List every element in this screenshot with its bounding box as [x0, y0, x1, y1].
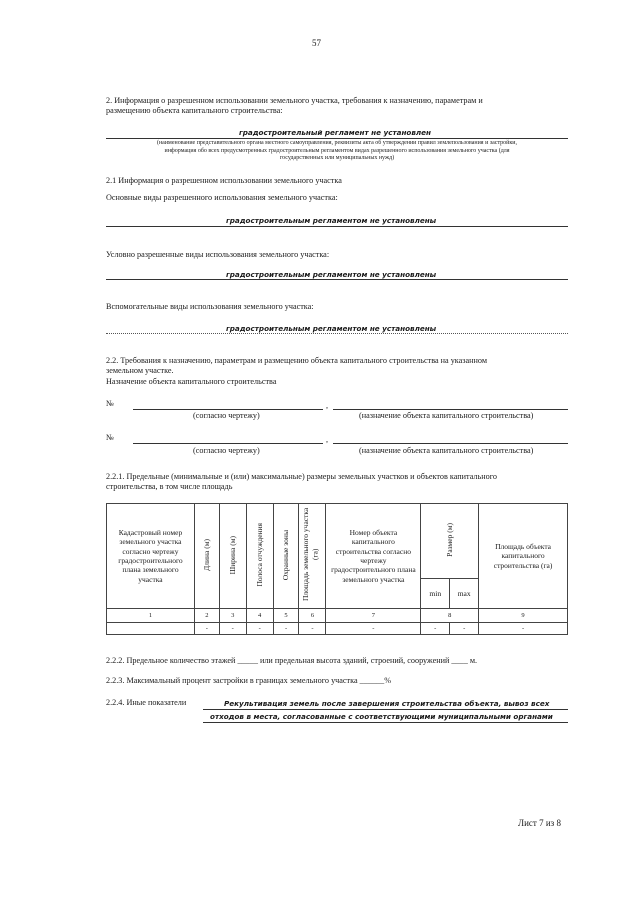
s21-title: 2.1 Информация о разрешенном использовании земельного участка	[106, 176, 342, 185]
header-alienation-strip	[246, 504, 273, 609]
header-object-area: Площадь объекта капитального строительства (га)	[479, 504, 568, 609]
header-length-text: Длина (м)	[202, 538, 212, 571]
data-cell: -	[450, 623, 479, 635]
header-protected-zones	[273, 504, 299, 609]
header-protected-zones-text: Охранные зоны	[281, 529, 291, 580]
s224-underline-1	[203, 709, 568, 710]
data-cell: -	[246, 623, 273, 635]
s224-label: 2.2.4. Иные показатели	[106, 698, 187, 707]
aux-uses-value: градостроительным регламентом не установлены	[226, 324, 437, 333]
section2-title: 2. Информация о разрешенном использовании земельного участка, требования к назначению, параметрам и	[106, 96, 483, 105]
col-number: 3	[219, 609, 246, 623]
data-cell: -	[421, 623, 450, 635]
header-length	[194, 504, 219, 609]
main-uses-underline	[106, 226, 568, 227]
object-row-number-line	[133, 409, 323, 410]
object-row-purpose-line	[333, 409, 568, 410]
object-row-number-label: №	[106, 433, 114, 442]
regulation-not-set: градостроительный регламент не установлен	[239, 128, 432, 137]
aux-uses-underline	[106, 333, 568, 334]
header-object-number: Номер объекта капитального строительства согласно чертежу градостроительного плана земельного участка	[326, 504, 421, 609]
s22-title: 2.2. Требования к назначению, параметрам и размещению объекта капитального строительства на указанном	[106, 356, 488, 365]
cond-uses-underline	[106, 279, 568, 280]
regulation-underline	[106, 138, 568, 139]
object-row-number-line	[133, 443, 323, 444]
s221-title: 2.2.1. Предельные (минимальные и (или) максимальные) размеры земельных участков и объектов капитального	[106, 472, 497, 481]
data-cell: -	[273, 623, 299, 635]
s224-value-line1: Рекультивация земель после завершения строительства объекта, вывоз всех	[224, 699, 550, 708]
sheet-footer: Лист 7 из 8	[518, 818, 561, 828]
s223-coverage: 2.2.3. Максимальный процент застройки в границах земельного участка ______%	[106, 676, 392, 685]
dimensions-table	[106, 503, 568, 635]
cond-uses-label: Условно разрешенные виды использования земельного участка:	[106, 250, 330, 259]
header-size	[421, 504, 479, 579]
main-uses-value: градостроительным регламентом не установлены	[226, 216, 437, 225]
header-size-text: Размер (м)	[445, 522, 454, 557]
regulation-note-line: (наименование представительного органа местного самоуправления, реквизиты акта об утверждении правил землепользования и застройки,	[156, 140, 518, 146]
header-plot-area-text: Площадь земельного участка (га)	[301, 508, 320, 602]
s221-title-cont: строительства, в том числе площадь	[106, 482, 233, 491]
col-number: 8	[421, 609, 479, 623]
object-row-purpose-line	[333, 443, 568, 444]
col-number: 2	[194, 609, 219, 623]
header-cadastral: Кадастровый номер земельного участка согласно чертежу градостроительного плана земельного участка	[107, 504, 195, 609]
regulation-note-line: государственных или муниципальных нужд)	[279, 155, 395, 161]
aux-uses-label: Вспомогательные виды использования земельного участка:	[106, 302, 314, 311]
col-number: 7	[326, 609, 421, 623]
regulation-note	[106, 140, 568, 163]
object-row-number-label: №	[106, 399, 114, 408]
data-cell	[107, 623, 195, 635]
col-number: 9	[479, 609, 568, 623]
header-width-text: Ширина (м)	[228, 535, 238, 574]
col-number: 1	[107, 609, 195, 623]
object-row-comma: ,	[326, 401, 329, 410]
s224-value-line2: отходов в места, согласованные с соответствующими муниципальными органами	[210, 712, 553, 721]
object-row-comma: ,	[326, 435, 329, 444]
object-row-right-caption: (назначение объекта капитального строительства)	[359, 446, 534, 455]
header-alienation-strip-text: Полоса отчуждения	[254, 523, 264, 587]
data-cell: -	[326, 623, 421, 635]
section2-title-cont: размещению объекта капитального строительства:	[106, 106, 283, 115]
header-width	[219, 504, 246, 609]
data-cell: -	[479, 623, 568, 635]
header-size-min: min	[421, 579, 450, 609]
cond-uses-value: градостроительным регламентом не установлены	[226, 270, 437, 279]
s224-underline-2	[203, 722, 568, 723]
object-row-right-caption: (назначение объекта капитального строительства)	[359, 411, 534, 420]
main-uses-label: Основные виды разрешенного использования земельного участка:	[106, 193, 338, 202]
header-size-max: max	[450, 579, 479, 609]
regulation-note-line: информация обо всех предусмотренных градостроительным регламентом видах разрешенного использования земельного участка (для	[164, 147, 510, 154]
s222-floors: 2.2.2. Предельное количество этажей _____ или предельная высота зданий, строений, сооружений ____ м.	[106, 656, 478, 665]
object-row-left-caption: (согласно чертежу)	[193, 411, 260, 420]
col-number: 5	[273, 609, 299, 623]
data-cell: -	[299, 623, 326, 635]
s22-title-cont: земельном участке.	[106, 366, 174, 375]
col-number: 6	[299, 609, 326, 623]
object-row-left-caption: (согласно чертежу)	[193, 446, 260, 455]
data-cell: -	[194, 623, 219, 635]
data-cell: -	[219, 623, 246, 635]
col-number: 4	[246, 609, 273, 623]
purpose-label: Назначение объекта капитального строительства	[106, 377, 277, 386]
page-number: 57	[312, 38, 321, 48]
header-plot-area	[299, 504, 326, 609]
